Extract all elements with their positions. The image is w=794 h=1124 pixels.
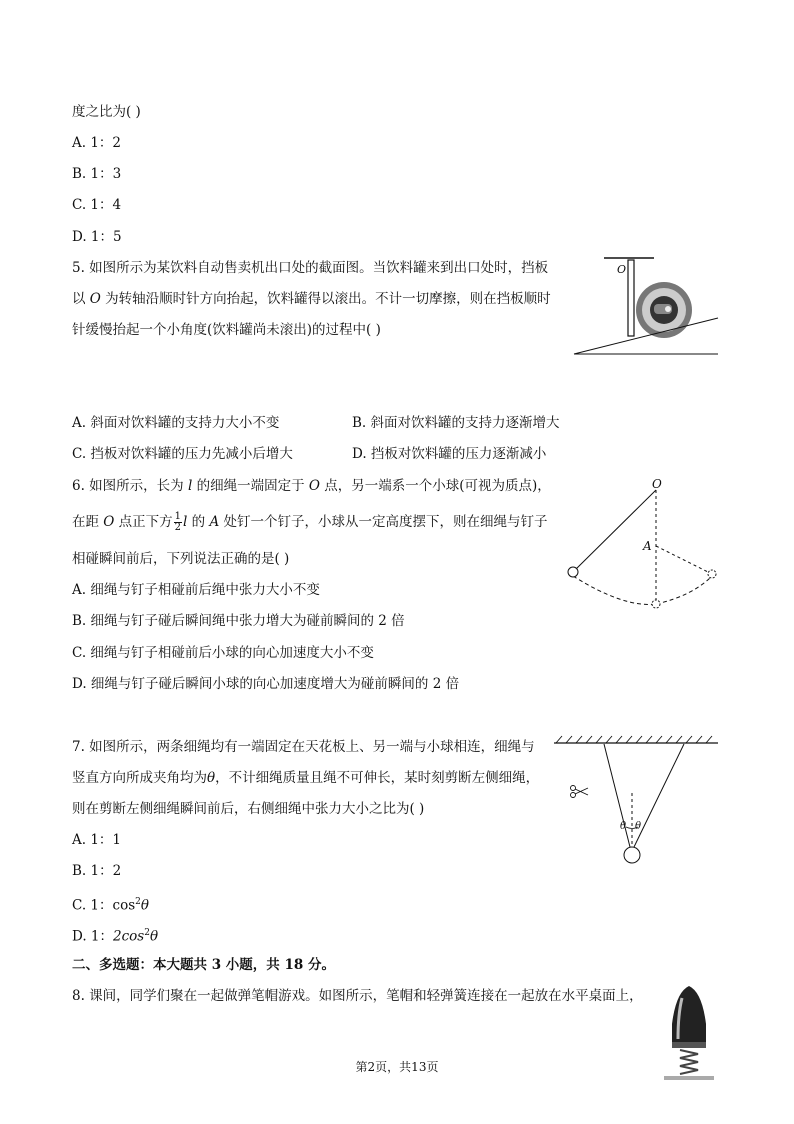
q5-stem-line3: 针缓慢抬起一个小角度(饮料罐尚未滚出)的过程中( ) [72,322,381,338]
q6-pendulum-figure [564,476,724,616]
q6-option-d: D. 细绳与钉子碰后瞬间小球的向心加速度增大为碰前瞬间的 2 倍 [72,676,460,692]
q7-option-c: C. 1：$\cos^2\theta$ [72,897,150,914]
q5-option-a: A. 斜面对饮料罐的支持力大小不变 [72,415,280,431]
q5-option-c: C. 挡板对饮料罐的压力先减小后增大 [72,446,293,462]
svg-text:O: O [617,263,627,276]
ceiling-hatch [556,736,712,743]
svg-text:θ: θ [620,821,627,832]
q5-option-b: B. 斜面对饮料罐的支持力逐渐增大 [352,415,560,431]
q7-stem-line2: 竖直方向所成夹角均为θ，不计细绳质量且绳不可伸长，某时刻剪断左侧细绳， [72,770,540,786]
q6-stem-line3: 相碰瞬间前后，下列说法正确的是( ) [72,551,290,567]
q6-fraction: $\frac{1}{2}$ [174,511,182,533]
q6-option-b: B. 细绳与钉子碰后瞬间绳中张力增大为碰前瞬间的 2 倍 [72,613,405,629]
q4-option-b: B. 1：3 [72,166,122,182]
question-4-tail: 度之比为( ) [72,104,141,120]
q5-stem-line1: 5. 如图所示为某饮料自动售卖机出口处的截面图。当饮料罐来到出口处时，挡板 [72,260,549,276]
q7-two-ropes-figure [552,733,722,873]
q7-option-d: D. 1：$2\cos^2\theta$ [72,928,159,945]
q5-vending-figure [570,252,722,360]
q7-option-a: A. 1：1 [72,832,122,848]
q8-stem-line1: 8. 课间，同学们聚在一起做弹笔帽游戏。如图所示，笔帽和轻弹簧连接在一起放在水平桌面上， [72,988,643,1004]
q6-option-c: C. 细绳与钉子相碰前后小球的向心加速度大小不变 [72,645,374,661]
q4-option-c: C. 1：4 [72,197,122,213]
q7-stem-line3: 则在剪断左侧细绳瞬间前后，右侧细绳中张力大小之比为( ) [72,801,425,817]
q6-option-a: A. 细绳与钉子相碰前后绳中张力大小不变 [72,582,320,598]
q5-stem-line2: 以 O 为转轴沿顺时针方向抬起，饮料罐得以滚出。不计一切摩擦，则在挡板顺时 [72,291,551,307]
section-2-heading: 二、多选题：本大题共 3 小题，共 18 分。 [72,957,335,973]
q4-option-d: D. 1：5 [72,229,122,245]
q7-stem-line1: 7. 如图所示，两条细绳均有一端固定在天花板上、另一端与小球相连，细绳与 [72,739,535,755]
q5-option-d: D. 挡板对饮料罐的压力逐渐减小 [352,446,547,462]
svg-text:O: O [652,477,662,491]
scissors-icon [571,786,589,798]
svg-text:θ: θ [635,821,642,832]
svg-text:A: A [643,539,652,553]
q6-stem-line2: 在距 O 点正下方 $\frac{1}{2}$ l 的 A 处钉一个钉子，小球从一定高度摆下，则在细绳与钉子 [72,511,548,533]
page-footer: 第2页，共13页 [355,1060,439,1074]
q4-option-a: A. 1：2 [72,135,122,151]
q6-stem-line1: 6. 如图所示，长为 l 的细绳一端固定于 O 点，另一端系一个小球(可视为质点)， [72,478,551,494]
q7-option-b: B. 1：2 [72,863,122,879]
